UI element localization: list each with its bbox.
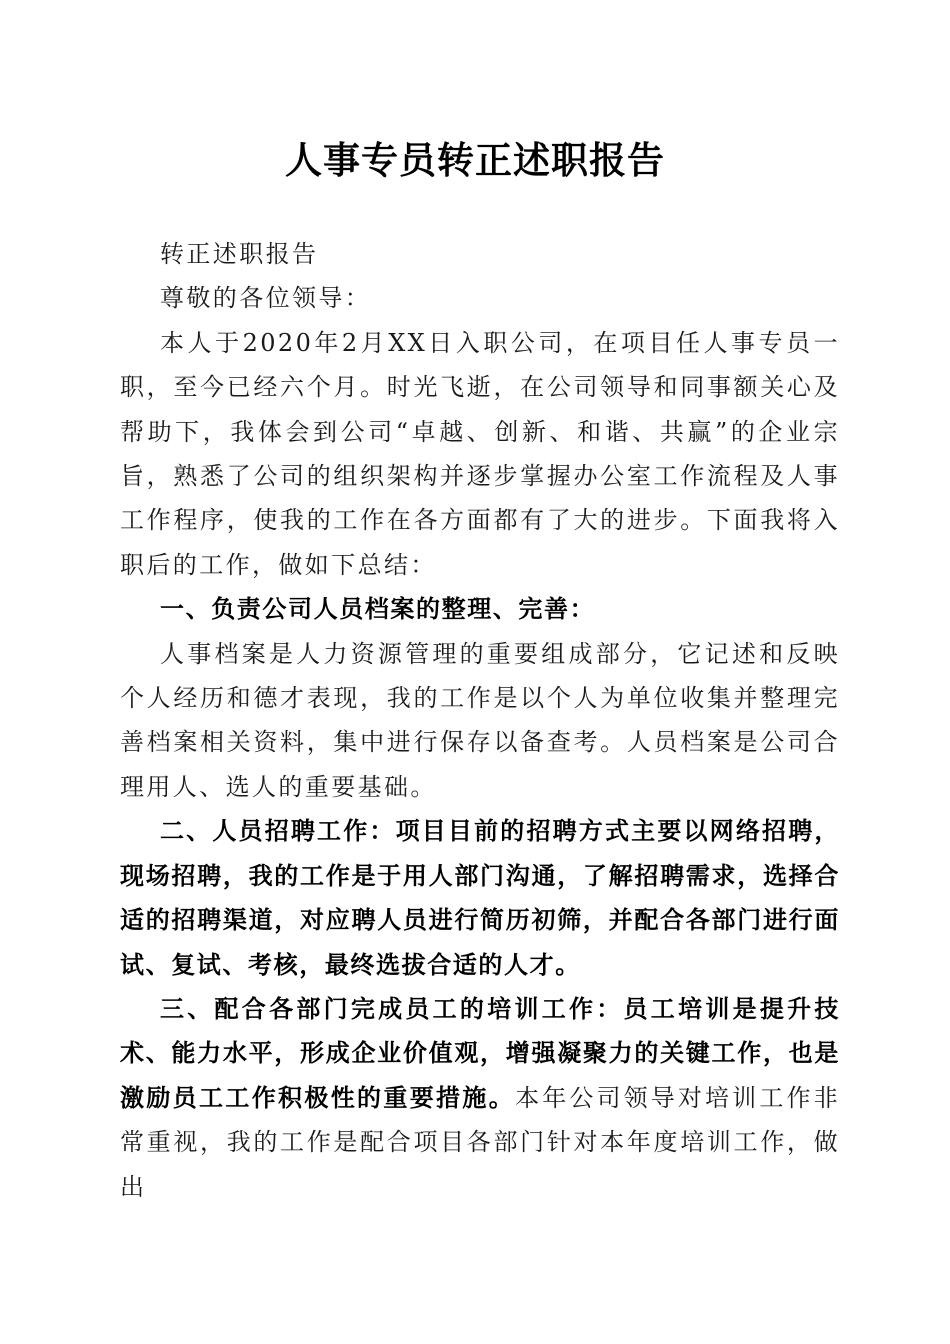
intro-paragraph: 本人于2020年2月XX日入职公司，在项目任人事专员一职，至今已经六个月。时光飞逝，在公司领导和同事额关心及帮助下，我体会到公司“卓越、创新、和谐、共赢”的企业宗旨，熟悉了公司的组织架构并逐步掌握办公室工作流程及人事工作程序，使我的工作在各方面都有了大的进步。下面我将入职后的工作，做如下总结： bbox=[120, 328, 840, 579]
section-3-regular-text: 本年公司领导对培训工作非常重视，我的工作是配合项目各部门针对本年度培训工作，做出 bbox=[120, 1083, 840, 1201]
document-subtitle: 转正述职报告 bbox=[160, 240, 319, 268]
document-body bbox=[120, 232, 840, 1209]
section-3-bold-text: 三、配合各部门完成员工的培训工作：员工培训是提升技术、能力水平，形成企业价值观，增强凝聚力的关键工作，也是激励员工工作积极性的重要措施。 bbox=[120, 994, 840, 1112]
section-2-paragraph: 二、人员招聘工作：项目目前的招聘方式主要以网络招聘，现场招聘，我的工作是于用人部门沟通，了解招聘需求，选择合适的招聘渠道，对应聘人员进行简历初筛，并配合各部门进行面试、复试、考核，最终选拔合适的人才。 bbox=[120, 817, 840, 979]
document-title: 人事专员转正述职报告 bbox=[285, 138, 665, 182]
salutation: 尊敬的各位领导： bbox=[160, 284, 372, 313]
section-1-heading: 一、负责公司人员档案的整理、完善： bbox=[160, 595, 596, 624]
section-3-paragraph bbox=[120, 987, 840, 1209]
section-1-body: 人事档案是人力资源管理的重要组成部分，它记述和反映个人经历和德才表现，我的工作是以个人为单位收集并整理完善档案相关资料，集中进行保存以备查考。人员档案是公司合理用人、选人的重要基础。 bbox=[120, 639, 840, 801]
